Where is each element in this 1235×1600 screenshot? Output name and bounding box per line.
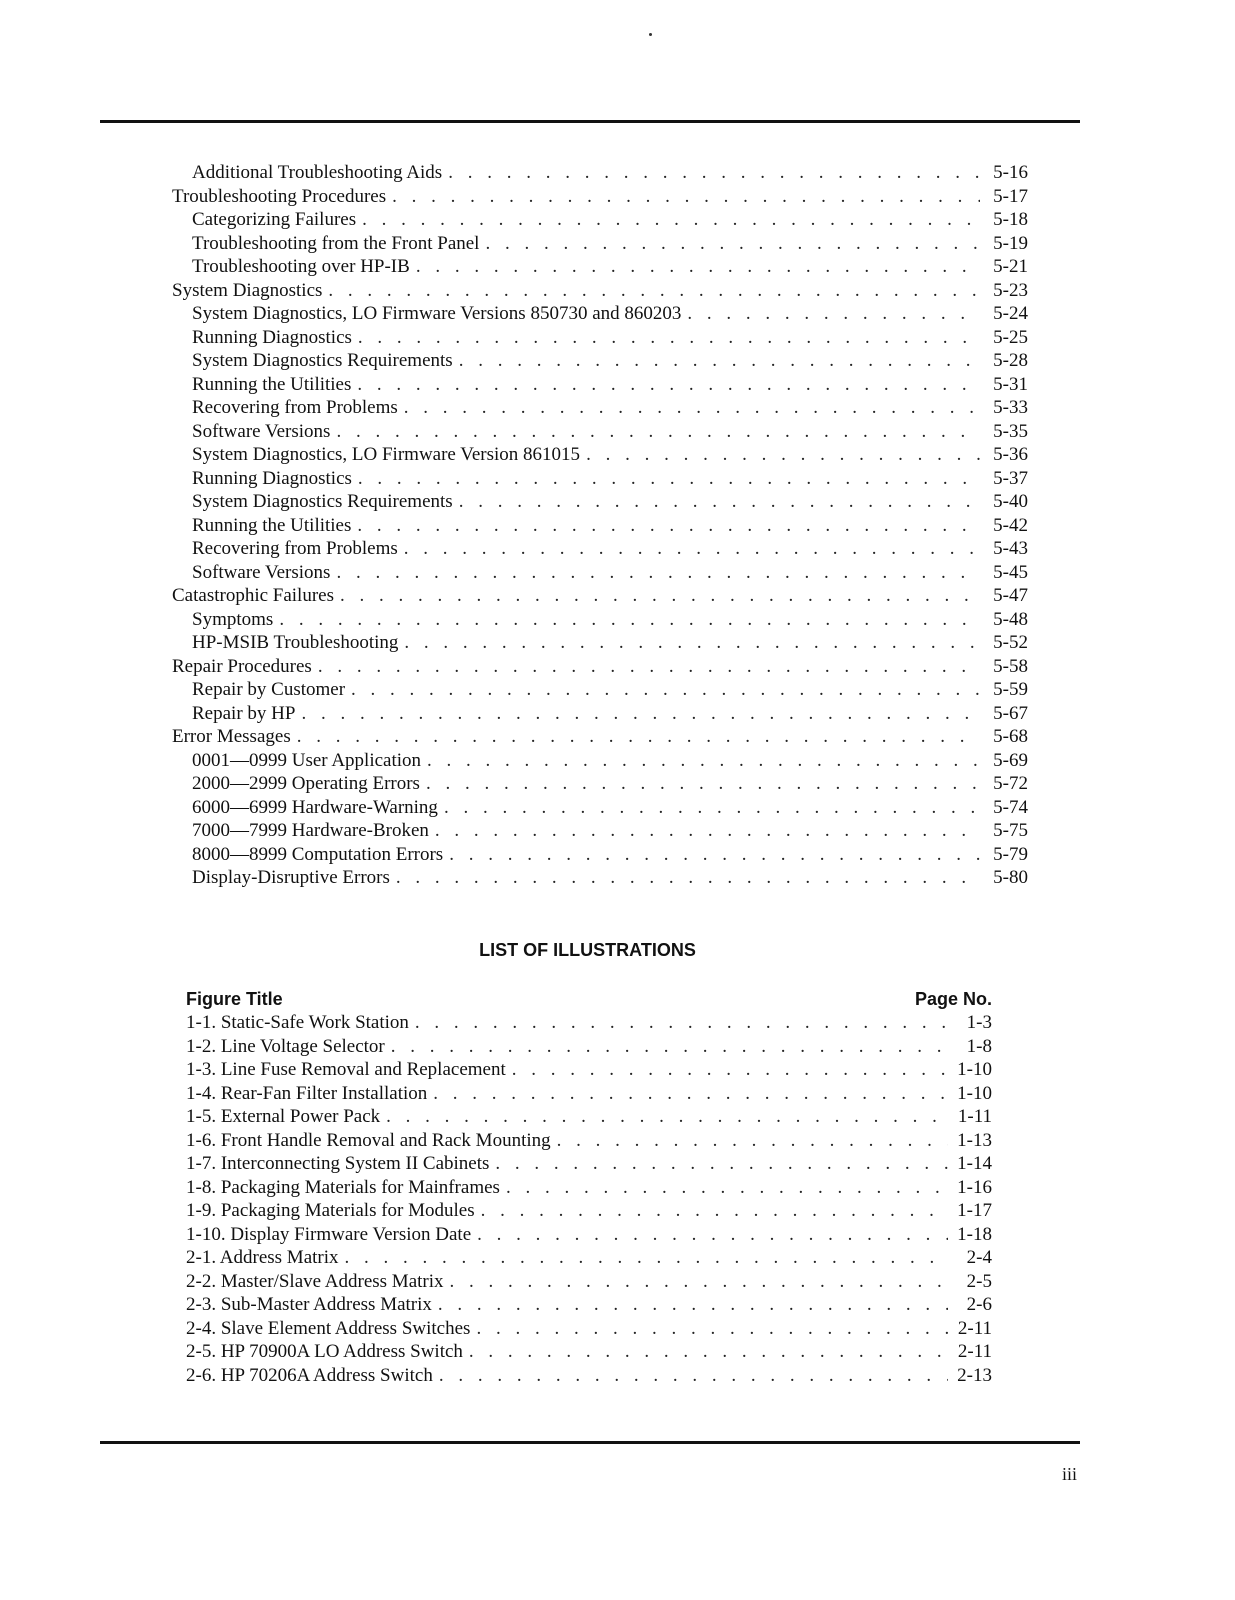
illustration-entry <box>186 1105 992 1129</box>
contents-entry-title: Recovering from Problems <box>192 397 398 418</box>
illustration-entry-title: 1-1. Static-Safe Work Station <box>186 1012 409 1033</box>
illustration-entry-title: 1-8. Packaging Materials for Mainframes <box>186 1176 500 1198</box>
illustration-entry-title: 2-2. Master/Slave Address Matrix <box>186 1270 444 1292</box>
illustration-entry <box>186 1058 992 1082</box>
illustrations-rows <box>186 1011 992 1387</box>
contents-entry <box>172 772 1028 796</box>
contents-entry-title: System Diagnostics <box>172 279 323 301</box>
contents-entry <box>172 279 1028 303</box>
illustration-entry-page: 2-4 <box>966 1247 992 1268</box>
illustrations-heading: LIST OF ILLUSTRATIONS <box>479 940 696 960</box>
contents-entry-page: 5-35 <box>993 420 1028 442</box>
illustration-entry-page: 1-17 <box>957 1200 992 1221</box>
contents-entry-page: 5-42 <box>993 514 1028 536</box>
contents-entry-title: System Diagnostics Requirements <box>192 491 453 512</box>
illustration-entry-title: 1-5. External Power Pack <box>186 1106 381 1127</box>
contents-entry-page: 5-18 <box>993 209 1028 230</box>
contents-entry-title: Display-Disruptive Errors <box>192 867 390 888</box>
illustration-entry-page: 1-3 <box>966 1012 992 1033</box>
dot-leader <box>357 514 980 538</box>
contents-entry <box>172 420 1028 444</box>
dot-leader <box>416 255 980 279</box>
contents-entry-page: 5-16 <box>993 162 1028 183</box>
contents-entry-page: 5-24 <box>993 303 1028 324</box>
dot-leader <box>426 772 980 796</box>
illustration-entry-page: 1-11 <box>957 1106 992 1127</box>
dot-leader <box>444 796 980 820</box>
contents-entry-page: 5-58 <box>993 655 1028 677</box>
illustrations-column-headers <box>186 987 992 1011</box>
contents-entry-title: Repair by HP <box>192 702 296 724</box>
contents-entry-title: Software Versions <box>192 561 331 583</box>
illustration-entry <box>186 1082 992 1106</box>
contents-entry <box>172 232 1028 256</box>
contents-entry-title: Troubleshooting Procedures <box>172 185 387 207</box>
page-number: iii <box>1062 1464 1078 1484</box>
contents-entry <box>172 749 1028 773</box>
dot-leader <box>439 1364 948 1388</box>
illustration-entry-title: 2-3. Sub-Master Address Matrix <box>186 1294 432 1315</box>
contents-entry-title: Categorizing Failures <box>192 209 357 230</box>
illustration-entry <box>186 1293 992 1317</box>
contents-entry <box>172 796 1028 820</box>
contents-entry-page: 5-72 <box>993 773 1028 794</box>
illustration-entry-page: 2-11 <box>957 1317 992 1339</box>
dot-leader <box>404 396 980 420</box>
contents-entry <box>172 467 1028 491</box>
dot-leader <box>279 608 980 632</box>
dot-leader <box>469 1340 948 1364</box>
illustration-entry-page: 1-18 <box>957 1223 992 1245</box>
contents-entry-title: HP-MSIB Troubleshooting <box>192 632 399 653</box>
contents-entry-page: 5-59 <box>993 679 1028 700</box>
illustration-entry <box>186 1223 992 1247</box>
contents-entry-title: 8000—8999 Computation Errors <box>192 843 444 865</box>
illustration-entry-page: 2-5 <box>966 1270 992 1292</box>
illustration-entry-title: 1-4. Rear-Fan Filter Installation <box>186 1082 428 1104</box>
contents-entry-page: 5-43 <box>993 538 1028 559</box>
contents-entry-page: 5-25 <box>993 326 1028 348</box>
illustration-entry <box>186 1176 992 1200</box>
contents-list <box>172 161 1028 890</box>
dot-leader <box>586 443 980 467</box>
dot-leader <box>391 1035 948 1059</box>
dot-leader <box>297 725 980 749</box>
illustration-entry-page: 2-11 <box>957 1341 992 1362</box>
contents-entry-title: Symptoms <box>192 608 274 630</box>
contents-entry <box>172 185 1028 209</box>
contents-entry <box>172 866 1028 890</box>
dot-leader <box>404 537 980 561</box>
bottom-rule <box>100 1441 1080 1444</box>
dot-leader <box>481 1199 948 1223</box>
contents-entry-title: 0001—0999 User Application <box>192 749 422 771</box>
illustration-entry-title: 1-10. Display Firmware Version Date <box>186 1223 472 1245</box>
dot-leader <box>476 1317 948 1341</box>
contents-entry-page: 5-69 <box>993 749 1028 771</box>
dot-leader <box>340 584 980 608</box>
illustration-entry-page: 1-14 <box>957 1153 992 1174</box>
contents-entry <box>172 584 1028 608</box>
contents-entry-title: Running the Utilities <box>192 373 352 395</box>
contents-entry-page: 5-74 <box>993 796 1028 818</box>
contents-entry <box>172 514 1028 538</box>
dot-leader <box>358 326 980 350</box>
contents-entry-title: Error Messages <box>172 726 291 747</box>
contents-entry <box>172 655 1028 679</box>
contents-entry <box>172 349 1028 373</box>
contents-entry-page: 5-79 <box>993 843 1028 865</box>
contents-entry <box>172 631 1028 655</box>
illustration-entry-page: 1-10 <box>957 1082 992 1104</box>
dot-leader <box>448 161 980 185</box>
contents-entry-title: System Diagnostics, LO Firmware Version 861015 <box>192 444 581 465</box>
contents-entry-page: 5-40 <box>993 491 1028 512</box>
dot-leader <box>557 1129 948 1153</box>
contents-entry-page: 5-68 <box>993 726 1028 747</box>
contents-entry-title: 6000—6999 Hardware-Warning <box>192 796 438 818</box>
illustration-entry-title: 2-6. HP 70206A Address Switch <box>186 1364 433 1386</box>
dot-leader <box>449 843 980 867</box>
illustration-entry <box>186 1340 992 1364</box>
dot-leader <box>477 1223 948 1247</box>
dot-leader <box>336 561 980 585</box>
dot-leader <box>351 678 980 702</box>
dot-leader <box>450 1270 948 1294</box>
dot-leader <box>386 1105 948 1129</box>
contents-entry-title: Troubleshooting over HP-IB <box>192 256 410 277</box>
scan-speck <box>649 33 652 36</box>
top-rule <box>100 120 1080 123</box>
contents-entry-page: 5-75 <box>993 820 1028 841</box>
illustration-entry <box>186 1129 992 1153</box>
contents-entry <box>172 161 1028 185</box>
contents-entry-title: Recovering from Problems <box>192 538 398 559</box>
dot-leader <box>358 467 980 491</box>
dot-leader <box>512 1058 948 1082</box>
contents-entry-page: 5-48 <box>993 608 1028 630</box>
contents-entry-title: Additional Troubleshooting Aids <box>192 162 443 183</box>
illustration-entry-page: 1-16 <box>957 1176 992 1198</box>
dot-leader <box>415 1011 948 1035</box>
contents-entry-page: 5-31 <box>993 373 1028 395</box>
illustration-entry <box>186 1011 992 1035</box>
illustrations-list <box>186 987 992 1387</box>
contents-entry-page: 5-80 <box>993 867 1028 888</box>
contents-entry-page: 5-17 <box>993 185 1028 207</box>
contents-entry <box>172 561 1028 585</box>
column-header-figure-title: Figure Title <box>186 989 283 1009</box>
dot-leader <box>687 302 980 326</box>
dot-leader <box>435 819 980 843</box>
illustration-entry-title: 1-2. Line Voltage Selector <box>186 1035 385 1057</box>
contents-entry-title: Running Diagnostics <box>192 326 352 348</box>
illustration-entry-title: 1-7. Interconnecting System II Cabinets <box>186 1153 490 1174</box>
illustration-entry-title: 2-5. HP 70900A LO Address Switch <box>186 1341 463 1362</box>
illustration-entry <box>186 1199 992 1223</box>
dot-leader <box>433 1082 948 1106</box>
contents-entry-title: Troubleshooting from the Front Panel <box>192 232 480 254</box>
illustration-entry-title: 2-1. Address Matrix <box>186 1247 339 1268</box>
contents-entry <box>172 678 1028 702</box>
illustration-entry-page: 2-13 <box>957 1364 992 1386</box>
illustration-entry-page: 2-6 <box>966 1294 992 1315</box>
illustration-entry-title: 2-4. Slave Element Address Switches <box>186 1317 471 1339</box>
illustration-entry-title: 1-6. Front Handle Removal and Rack Mounting <box>186 1129 551 1151</box>
contents-entry-title: 7000—7999 Hardware-Broken <box>192 820 429 841</box>
contents-entry-title: System Diagnostics, LO Firmware Versions 850730 and 860203 <box>192 303 682 324</box>
dot-leader <box>495 1152 948 1176</box>
dot-leader <box>459 490 980 514</box>
dot-leader <box>485 232 980 256</box>
contents-entry-page: 5-52 <box>993 632 1028 653</box>
dot-leader <box>404 631 980 655</box>
contents-entry <box>172 843 1028 867</box>
dot-leader <box>357 373 980 397</box>
illustration-entry-title: 1-3. Line Fuse Removal and Replacement <box>186 1059 506 1080</box>
contents-entry <box>172 819 1028 843</box>
contents-entry-title: Catastrophic Failures <box>172 585 334 606</box>
dot-leader <box>318 655 980 679</box>
contents-entry <box>172 443 1028 467</box>
contents-entry-title: Repair by Customer <box>192 679 346 700</box>
contents-entry <box>172 302 1028 326</box>
dot-leader <box>345 1246 948 1270</box>
contents-entry <box>172 608 1028 632</box>
contents-entry <box>172 537 1028 561</box>
contents-entry <box>172 702 1028 726</box>
dot-leader <box>427 749 980 773</box>
contents-entry <box>172 396 1028 420</box>
dot-leader <box>396 866 980 890</box>
contents-entry-page: 5-36 <box>993 444 1028 465</box>
illustration-entry-page: 1-8 <box>966 1035 992 1057</box>
contents-entry-page: 5-21 <box>993 256 1028 277</box>
contents-entry <box>172 326 1028 350</box>
contents-entry-title: Running Diagnostics <box>192 467 352 489</box>
contents-entry <box>172 255 1028 279</box>
contents-entry-title: System Diagnostics Requirements <box>192 350 453 371</box>
contents-entry-title: Software Versions <box>192 420 331 442</box>
contents-entry-title: 2000—2999 Operating Errors <box>192 773 420 794</box>
contents-entry-page: 5-67 <box>993 702 1028 724</box>
dot-leader <box>506 1176 948 1200</box>
illustration-entry-page: 1-13 <box>957 1129 992 1151</box>
contents-entry <box>172 208 1028 232</box>
dot-leader <box>328 279 980 303</box>
illustration-entry <box>186 1246 992 1270</box>
illustration-entry <box>186 1317 992 1341</box>
contents-entry <box>172 373 1028 397</box>
dot-leader <box>392 185 980 209</box>
contents-entry-page: 5-23 <box>993 279 1028 301</box>
illustration-entry <box>186 1270 992 1294</box>
contents-entry-title: Repair Procedures <box>172 655 312 677</box>
contents-entry <box>172 725 1028 749</box>
contents-entry-page: 5-37 <box>993 467 1028 489</box>
illustration-entry <box>186 1152 992 1176</box>
contents-entry-page: 5-19 <box>993 232 1028 254</box>
contents-entry-page: 5-47 <box>993 585 1028 606</box>
dot-leader <box>336 420 980 444</box>
dot-leader <box>438 1293 948 1317</box>
contents-entry <box>172 490 1028 514</box>
dot-leader <box>362 208 980 232</box>
dot-leader <box>459 349 980 373</box>
dot-leader <box>301 702 980 726</box>
contents-entry-page: 5-33 <box>993 397 1028 418</box>
illustration-entry <box>186 1364 992 1388</box>
illustration-entry-page: 1-10 <box>957 1059 992 1080</box>
column-header-page-no: Page No. <box>914 989 992 1009</box>
illustration-entry-title: 1-9. Packaging Materials for Modules <box>186 1200 475 1221</box>
contents-entry-page: 5-45 <box>993 561 1028 583</box>
contents-entry-title: Running the Utilities <box>192 514 352 536</box>
contents-entry-page: 5-28 <box>993 350 1028 371</box>
illustration-entry <box>186 1035 992 1059</box>
